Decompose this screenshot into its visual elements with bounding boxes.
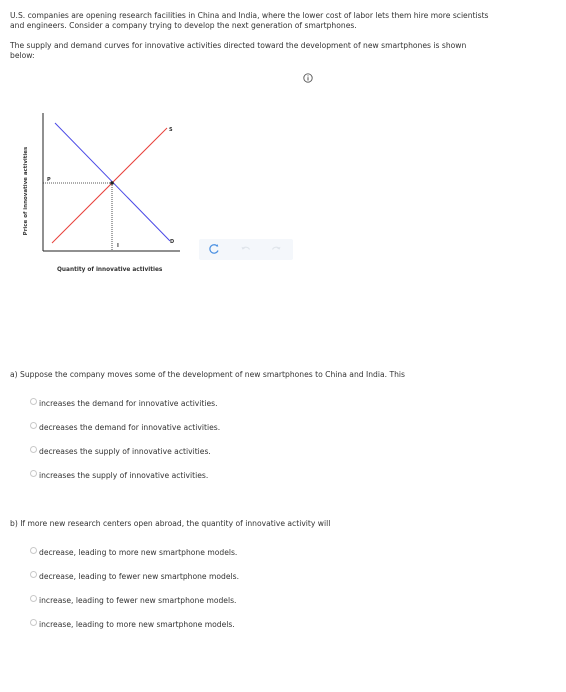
intro-paragraph-1: U.S. companies are opening research facilities in China and India, where the lower cost of labor lets them hire more scientists and engineers. Consider a company trying to develop the next generation of smartphones.	[10, 11, 489, 30]
option-label: increases the supply of innovative activities.	[39, 471, 209, 480]
intro-paragraph-2: The supply and demand curves for innovative activities directed toward the development of new smartphones is shown below:	[10, 41, 467, 60]
undo-icon[interactable]	[239, 242, 253, 256]
radio-button[interactable]	[30, 571, 37, 578]
option-label: decreases the supply of innovative activities.	[39, 447, 211, 456]
redo-icon[interactable]	[269, 242, 283, 256]
option-label: decrease, leading to more new smartphone models.	[39, 548, 238, 557]
x-axis-label: Quantity of innovative activities	[57, 267, 163, 273]
info-icon[interactable]	[303, 73, 313, 83]
radio-button[interactable]	[30, 547, 37, 554]
question-a-option-1[interactable]	[30, 399, 218, 408]
graph-plot	[10, 108, 210, 268]
question-a-option-2[interactable]	[30, 423, 220, 432]
supply-demand-graph	[10, 108, 210, 278]
option-label: decrease, leading to fewer new smartphone models.	[39, 572, 240, 581]
question-a-option-3[interactable]	[30, 447, 211, 456]
question-b-option-4[interactable]	[30, 620, 235, 629]
graph-toolbar	[199, 239, 293, 260]
demand-label: D	[170, 239, 175, 245]
radio-button[interactable]	[30, 619, 37, 626]
radio-button[interactable]	[30, 398, 37, 405]
question-b-option-2[interactable]	[30, 572, 239, 581]
y-axis-label: Price of innovative activities	[23, 146, 29, 236]
price-label: P	[47, 177, 51, 183]
supply-curve[interactable]	[52, 128, 167, 243]
question-b-option-1[interactable]	[30, 548, 237, 557]
reset-icon[interactable]	[207, 242, 221, 256]
option-label: increase, leading to fewer new smartphone models.	[39, 596, 237, 605]
supply-label: S	[169, 127, 173, 133]
question-b-prompt: b) If more new research centers open abroad, the quantity of innovative activity will	[10, 519, 331, 528]
quantity-label: I	[117, 243, 119, 249]
option-label: increase, leading to more new smartphone models.	[39, 620, 235, 629]
option-label: increases the demand for innovative activities.	[39, 399, 218, 408]
radio-button[interactable]	[30, 422, 37, 429]
question-a-option-4[interactable]	[30, 471, 208, 480]
question-a-prompt: a) Suppose the company moves some of the development of new smartphones to China and India. This	[10, 370, 405, 379]
option-label: decreases the demand for innovative activities.	[39, 423, 221, 432]
radio-button[interactable]	[30, 470, 37, 477]
radio-button[interactable]	[30, 446, 37, 453]
equilibrium-point[interactable]	[110, 181, 114, 185]
radio-button[interactable]	[30, 595, 37, 602]
question-b-option-3[interactable]	[30, 596, 236, 605]
